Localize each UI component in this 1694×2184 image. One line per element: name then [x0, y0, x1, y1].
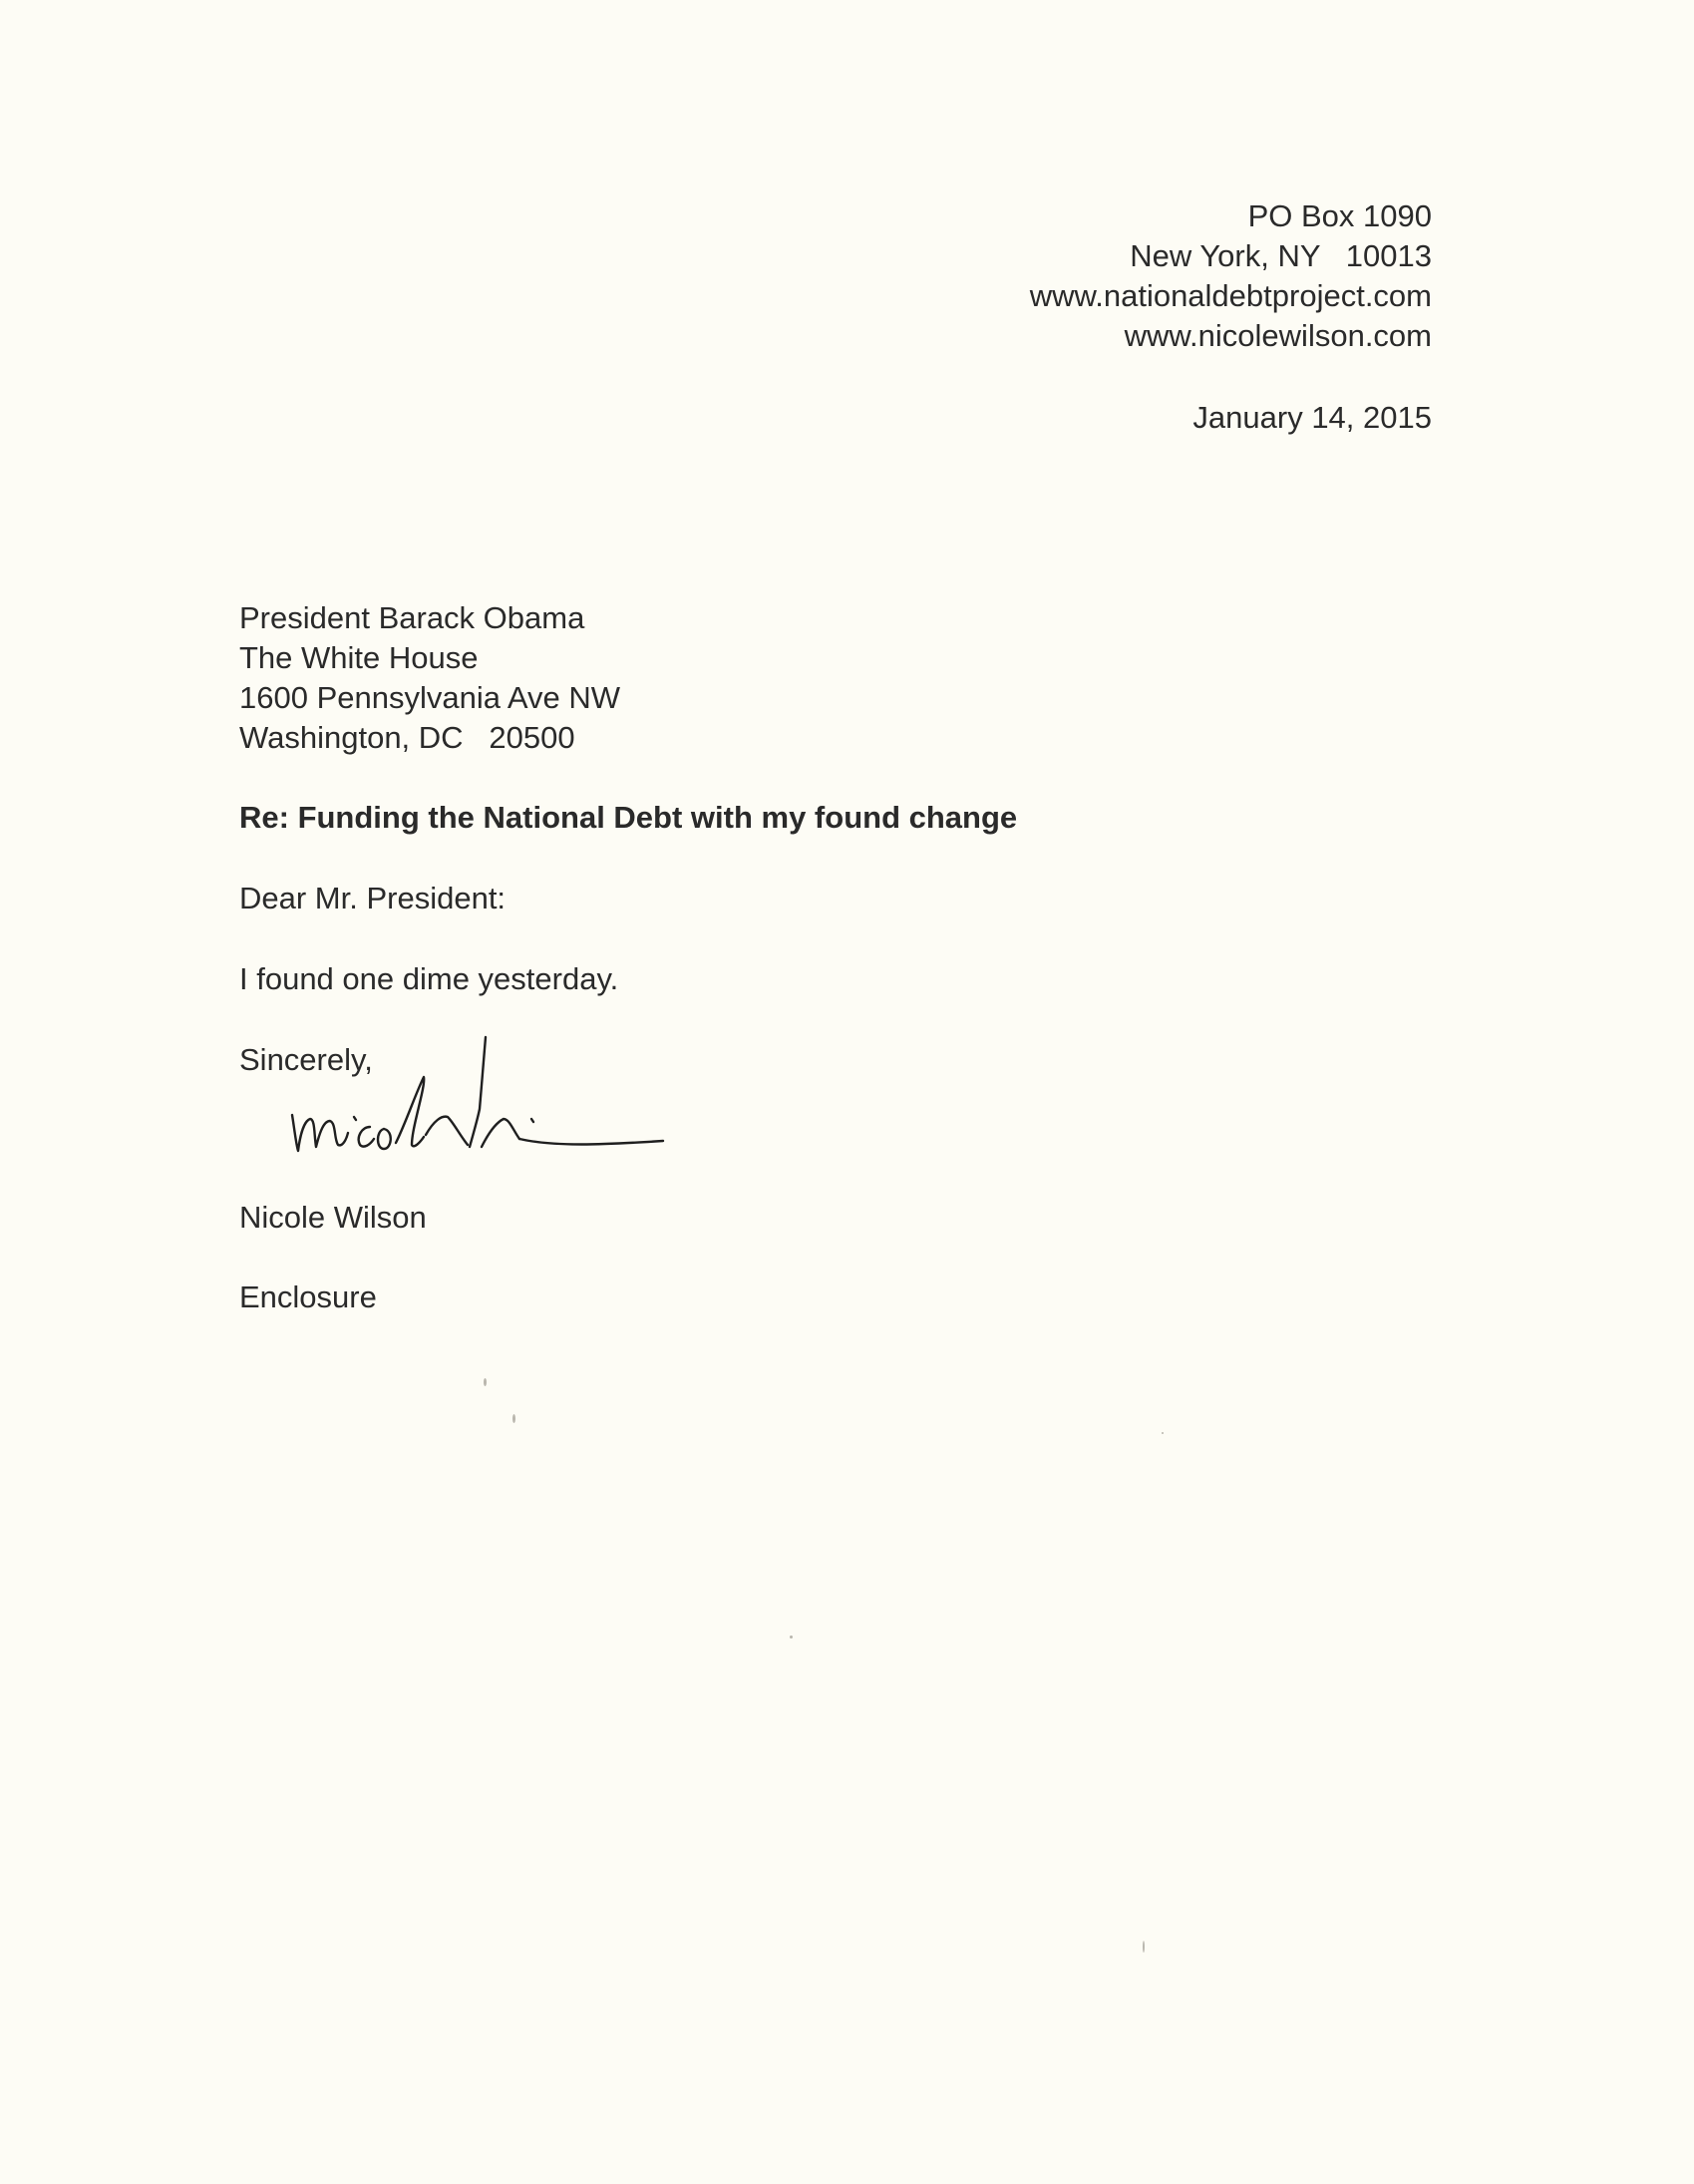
enclosure-notation: Enclosure — [239, 1279, 377, 1314]
sender-website-personal: www.nicolewilson.com — [1124, 318, 1432, 353]
sender-po-box: PO Box 1090 — [1247, 198, 1432, 233]
signer-name: Nicole Wilson — [239, 1200, 427, 1235]
scan-speck — [1162, 1432, 1164, 1434]
sender-address-block — [1030, 196, 1432, 356]
recipient-address-block — [239, 598, 620, 758]
closing: Sincerely, — [239, 1042, 373, 1077]
letter-body: I found one dime yesterday. — [239, 961, 619, 996]
salutation: Dear Mr. President: — [239, 881, 507, 915]
recipient-street: 1600 Pennsylvania Ave NW — [239, 680, 620, 715]
scan-speck — [484, 1378, 487, 1386]
sender-website-national-debt: www.nationaldebtproject.com — [1029, 278, 1432, 313]
scan-speck — [1143, 1941, 1145, 1953]
recipient-name: President Barack Obama — [239, 600, 585, 635]
letter-date: January 14, 2015 — [1192, 400, 1432, 435]
recipient-city-state-zip: Washington, DC 20500 — [239, 720, 575, 755]
scan-speck — [790, 1636, 793, 1638]
scan-speck — [512, 1414, 515, 1423]
recipient-organization: The White House — [239, 640, 479, 675]
handwritten-signature — [284, 1027, 673, 1167]
subject-line: Re: Funding the National Debt with my found change — [239, 800, 1018, 835]
sender-city-state-zip: New York, NY 10013 — [1130, 238, 1432, 273]
